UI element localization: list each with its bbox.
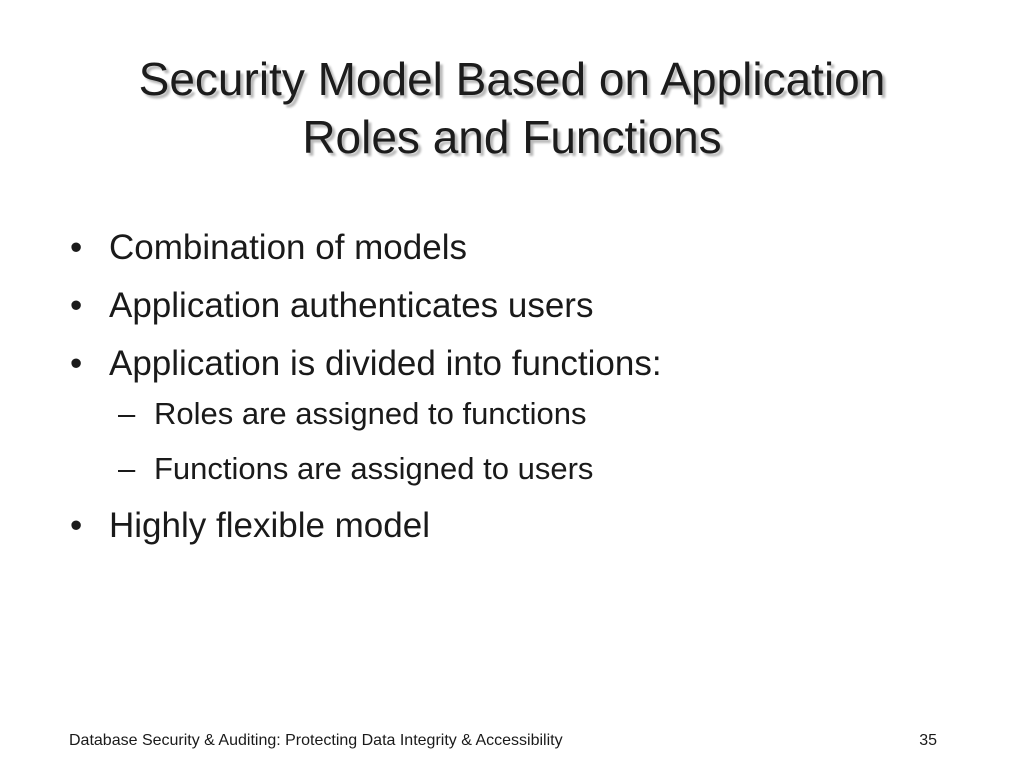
bullet-item [70,506,970,546]
bullet-text: Application is divided into functions: [109,344,662,383]
bullet-text: Application authenticates users [109,286,594,325]
sub-bullet-item [70,451,970,487]
bullet-marker: • [70,344,83,383]
bullet-marker: • [70,228,83,267]
bullet-marker: • [70,286,83,325]
slide-title-line-2: Roles and Functions [302,111,722,163]
footer-course-title: Database Security & Auditing: Protecting Data Integrity & Accessibility [69,732,563,749]
bullet-marker: • [70,506,83,545]
slide-title-line-1: Security Model Based on Application [138,53,886,105]
sub-bullet-marker: – [118,396,136,431]
sub-bullet-text: Functions are assigned to users [154,451,594,486]
bullet-list [70,228,970,564]
bullet-text: Combination of models [109,228,467,267]
bullet-text: Highly flexible model [109,506,430,545]
sub-bullet-item [70,396,970,432]
sub-bullet-text: Roles are assigned to functions [154,396,587,431]
slide-title [0,50,1024,166]
bullet-item [70,344,970,384]
sub-bullet-marker: – [118,451,136,486]
footer-page-number: 35 [919,732,937,749]
bullet-item [70,228,970,268]
bullet-item [70,286,970,326]
